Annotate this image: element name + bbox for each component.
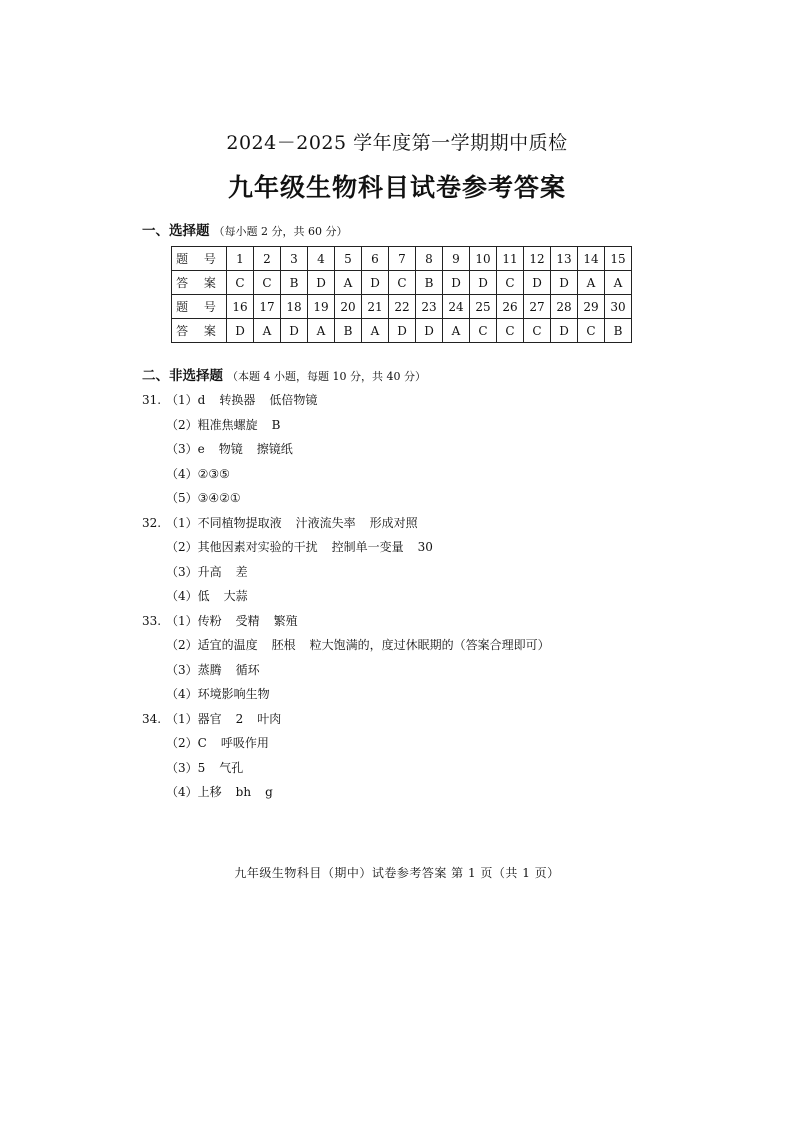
answer-item: 30	[417, 540, 433, 554]
answer-item: 繁殖	[273, 613, 298, 628]
part-tag: （3）	[166, 662, 198, 677]
answer-line	[142, 609, 550, 634]
table-cell: C	[497, 319, 524, 343]
part-tag: （1）	[166, 515, 198, 530]
answer-line	[142, 731, 550, 756]
answer-item: 转换器	[219, 393, 256, 407]
answer-line	[142, 682, 550, 707]
table-cell: 27	[524, 295, 551, 319]
section1-note: （每小题 2 分，共 60 分）	[213, 225, 348, 238]
table-cell: D	[227, 319, 254, 343]
part-tag: （3）	[166, 442, 198, 456]
non-choice-answers	[142, 388, 550, 805]
document-title-line2: 九年级生物科目试卷参考答案	[227, 173, 566, 202]
table-cell: A	[578, 271, 605, 295]
table-cell: 24	[443, 295, 470, 319]
part-tag: （1）	[166, 711, 198, 726]
answer-line	[142, 462, 550, 487]
table-cell: C	[389, 271, 416, 295]
answer-item: 胚根	[271, 638, 296, 652]
answer-item: d	[197, 393, 206, 407]
answer-line	[142, 413, 550, 438]
table-cell: 17	[254, 295, 281, 319]
answer-item: 受精	[235, 613, 260, 628]
table-cell: 3	[281, 247, 308, 271]
table-cell: 23	[416, 295, 443, 319]
answer-item: 气孔	[219, 760, 244, 775]
table-cell: C	[470, 319, 497, 343]
table-cell: C	[227, 271, 254, 295]
table-cell: 7	[389, 247, 416, 271]
answer-item: 升高	[197, 564, 222, 579]
question-number: 34.	[142, 711, 162, 726]
table-cell: 8	[416, 247, 443, 271]
answer-line	[142, 388, 550, 413]
part-tag: （2）	[166, 638, 198, 652]
table-cell: A	[308, 319, 335, 343]
table-row	[172, 319, 632, 343]
answer-item: ③④②①	[197, 491, 241, 505]
answer-item: e	[197, 442, 205, 456]
answer-item: 不同植物提取液	[197, 515, 282, 530]
answer-item: 适宜的温度	[197, 638, 258, 652]
table-cell: B	[605, 319, 632, 343]
table-cell: 4	[308, 247, 335, 271]
table-cell: D	[551, 319, 578, 343]
answer-line	[142, 535, 550, 560]
answer-item: 循环	[235, 662, 260, 677]
table-cell: A	[443, 319, 470, 343]
table-cell: D	[362, 271, 389, 295]
answer-line	[142, 780, 550, 805]
row-label: 题 号	[172, 247, 227, 271]
table-cell: D	[416, 319, 443, 343]
table-row	[172, 247, 632, 271]
answer-item: 形成对照	[369, 515, 418, 530]
table-cell: 21	[362, 295, 389, 319]
answer-item: ②③⑤	[197, 466, 230, 481]
part-tag: （4）	[166, 785, 198, 799]
table-cell: 14	[578, 247, 605, 271]
answer-item: 蒸腾	[197, 662, 222, 677]
answer-line	[142, 658, 550, 683]
table-row	[172, 271, 632, 295]
answer-item: 控制单一变量	[331, 540, 404, 554]
table-row	[172, 295, 632, 319]
table-cell: 13	[551, 247, 578, 271]
answer-item: 汁液流失率	[295, 515, 356, 530]
answer-line	[142, 584, 550, 609]
answer-item: 低	[197, 589, 210, 603]
section2-heading	[142, 364, 426, 384]
table-cell: D	[470, 271, 497, 295]
answer-item: C	[197, 736, 207, 750]
table-cell: B	[281, 271, 308, 295]
answer-item: 呼吸作用	[220, 736, 269, 750]
section2-title: 二、非选择题	[142, 368, 223, 384]
table-cell: A	[254, 319, 281, 343]
answer-line	[142, 756, 550, 781]
row-label: 题 号	[172, 295, 227, 319]
part-tag: （2）	[166, 736, 198, 750]
answer-item: 叶肉	[257, 711, 282, 726]
table-cell: B	[416, 271, 443, 295]
answer-item: 擦镜纸	[256, 442, 293, 456]
table-cell: C	[254, 271, 281, 295]
answer-item: 物镜	[218, 442, 243, 456]
table-cell: 19	[308, 295, 335, 319]
table-cell: 29	[578, 295, 605, 319]
part-tag: （2）	[166, 417, 198, 432]
question-number: 31.	[142, 393, 162, 407]
part-tag: （2）	[166, 540, 198, 554]
table-cell: 6	[362, 247, 389, 271]
section1-title: 一、选择题	[142, 223, 210, 239]
table-cell: 22	[389, 295, 416, 319]
row-label: 答 案	[172, 271, 227, 295]
answer-item: 环境影响生物	[197, 687, 270, 701]
table-cell: 30	[605, 295, 632, 319]
answer-line	[142, 486, 550, 511]
answer-item: 上移	[197, 785, 222, 799]
table-cell: D	[308, 271, 335, 295]
answer-item: 5	[197, 760, 206, 775]
answer-item: 其他因素对实验的干扰	[197, 540, 318, 554]
answer-item: 粗准焦螺旋	[197, 417, 258, 432]
part-tag: （4）	[166, 466, 198, 481]
table-cell: 18	[281, 295, 308, 319]
answer-item: 差	[235, 564, 248, 579]
table-cell: 16	[227, 295, 254, 319]
part-tag: （4）	[166, 687, 198, 701]
table-cell: 2	[254, 247, 281, 271]
answer-item: 大蒜	[223, 589, 248, 603]
table-cell: 26	[497, 295, 524, 319]
table-cell: 1	[227, 247, 254, 271]
part-tag: （1）	[166, 393, 198, 407]
multiple-choice-answer-table	[171, 246, 632, 343]
table-cell: C	[497, 271, 524, 295]
answer-item: 传粉	[197, 613, 222, 628]
part-tag: （4）	[166, 589, 198, 603]
table-cell: D	[389, 319, 416, 343]
table-cell: A	[362, 319, 389, 343]
section2-note: （本题 4 小题，每题 10 分，共 40 分）	[227, 370, 426, 383]
row-label: 答 案	[172, 319, 227, 343]
question-number: 33.	[142, 613, 162, 628]
section1-heading	[142, 219, 347, 239]
table-cell: 10	[470, 247, 497, 271]
part-tag: （3）	[166, 564, 198, 579]
table-cell: A	[335, 271, 362, 295]
answer-line	[142, 437, 550, 462]
table-cell: C	[524, 319, 551, 343]
answer-item: 低倍物镜	[269, 393, 318, 407]
table-cell: D	[281, 319, 308, 343]
table-cell: D	[443, 271, 470, 295]
answer-item: 器官	[197, 711, 222, 726]
answer-item: 粒大饱满的，度过休眠期的（答案合理即可）	[309, 638, 550, 652]
answer-line	[142, 511, 550, 536]
table-cell: B	[335, 319, 362, 343]
table-cell: C	[578, 319, 605, 343]
table-cell: 15	[605, 247, 632, 271]
part-tag: （5）	[166, 491, 198, 505]
answer-line	[142, 707, 550, 732]
table-cell: A	[605, 271, 632, 295]
part-tag: （1）	[166, 613, 198, 628]
document-title-line1: 2024－2025 学年度第一学期期中质检	[226, 132, 568, 154]
part-tag: （3）	[166, 760, 198, 775]
question-number: 32.	[142, 515, 162, 530]
table-cell: 5	[335, 247, 362, 271]
answer-item: g	[265, 785, 273, 799]
table-cell: 12	[524, 247, 551, 271]
table-cell: D	[524, 271, 551, 295]
table-cell: 11	[497, 247, 524, 271]
answer-item: B	[271, 417, 281, 432]
table-cell: 9	[443, 247, 470, 271]
table-cell: 25	[470, 295, 497, 319]
table-cell: D	[551, 271, 578, 295]
table-cell: 20	[335, 295, 362, 319]
answer-line	[142, 633, 550, 658]
answer-line	[142, 560, 550, 585]
table-cell: 28	[551, 295, 578, 319]
answer-item: bh	[235, 785, 252, 799]
page-footer: 九年级生物科目（期中）试卷参考答案 第 1 页（共 1 页）	[234, 866, 560, 880]
answer-item: 2	[235, 711, 244, 726]
